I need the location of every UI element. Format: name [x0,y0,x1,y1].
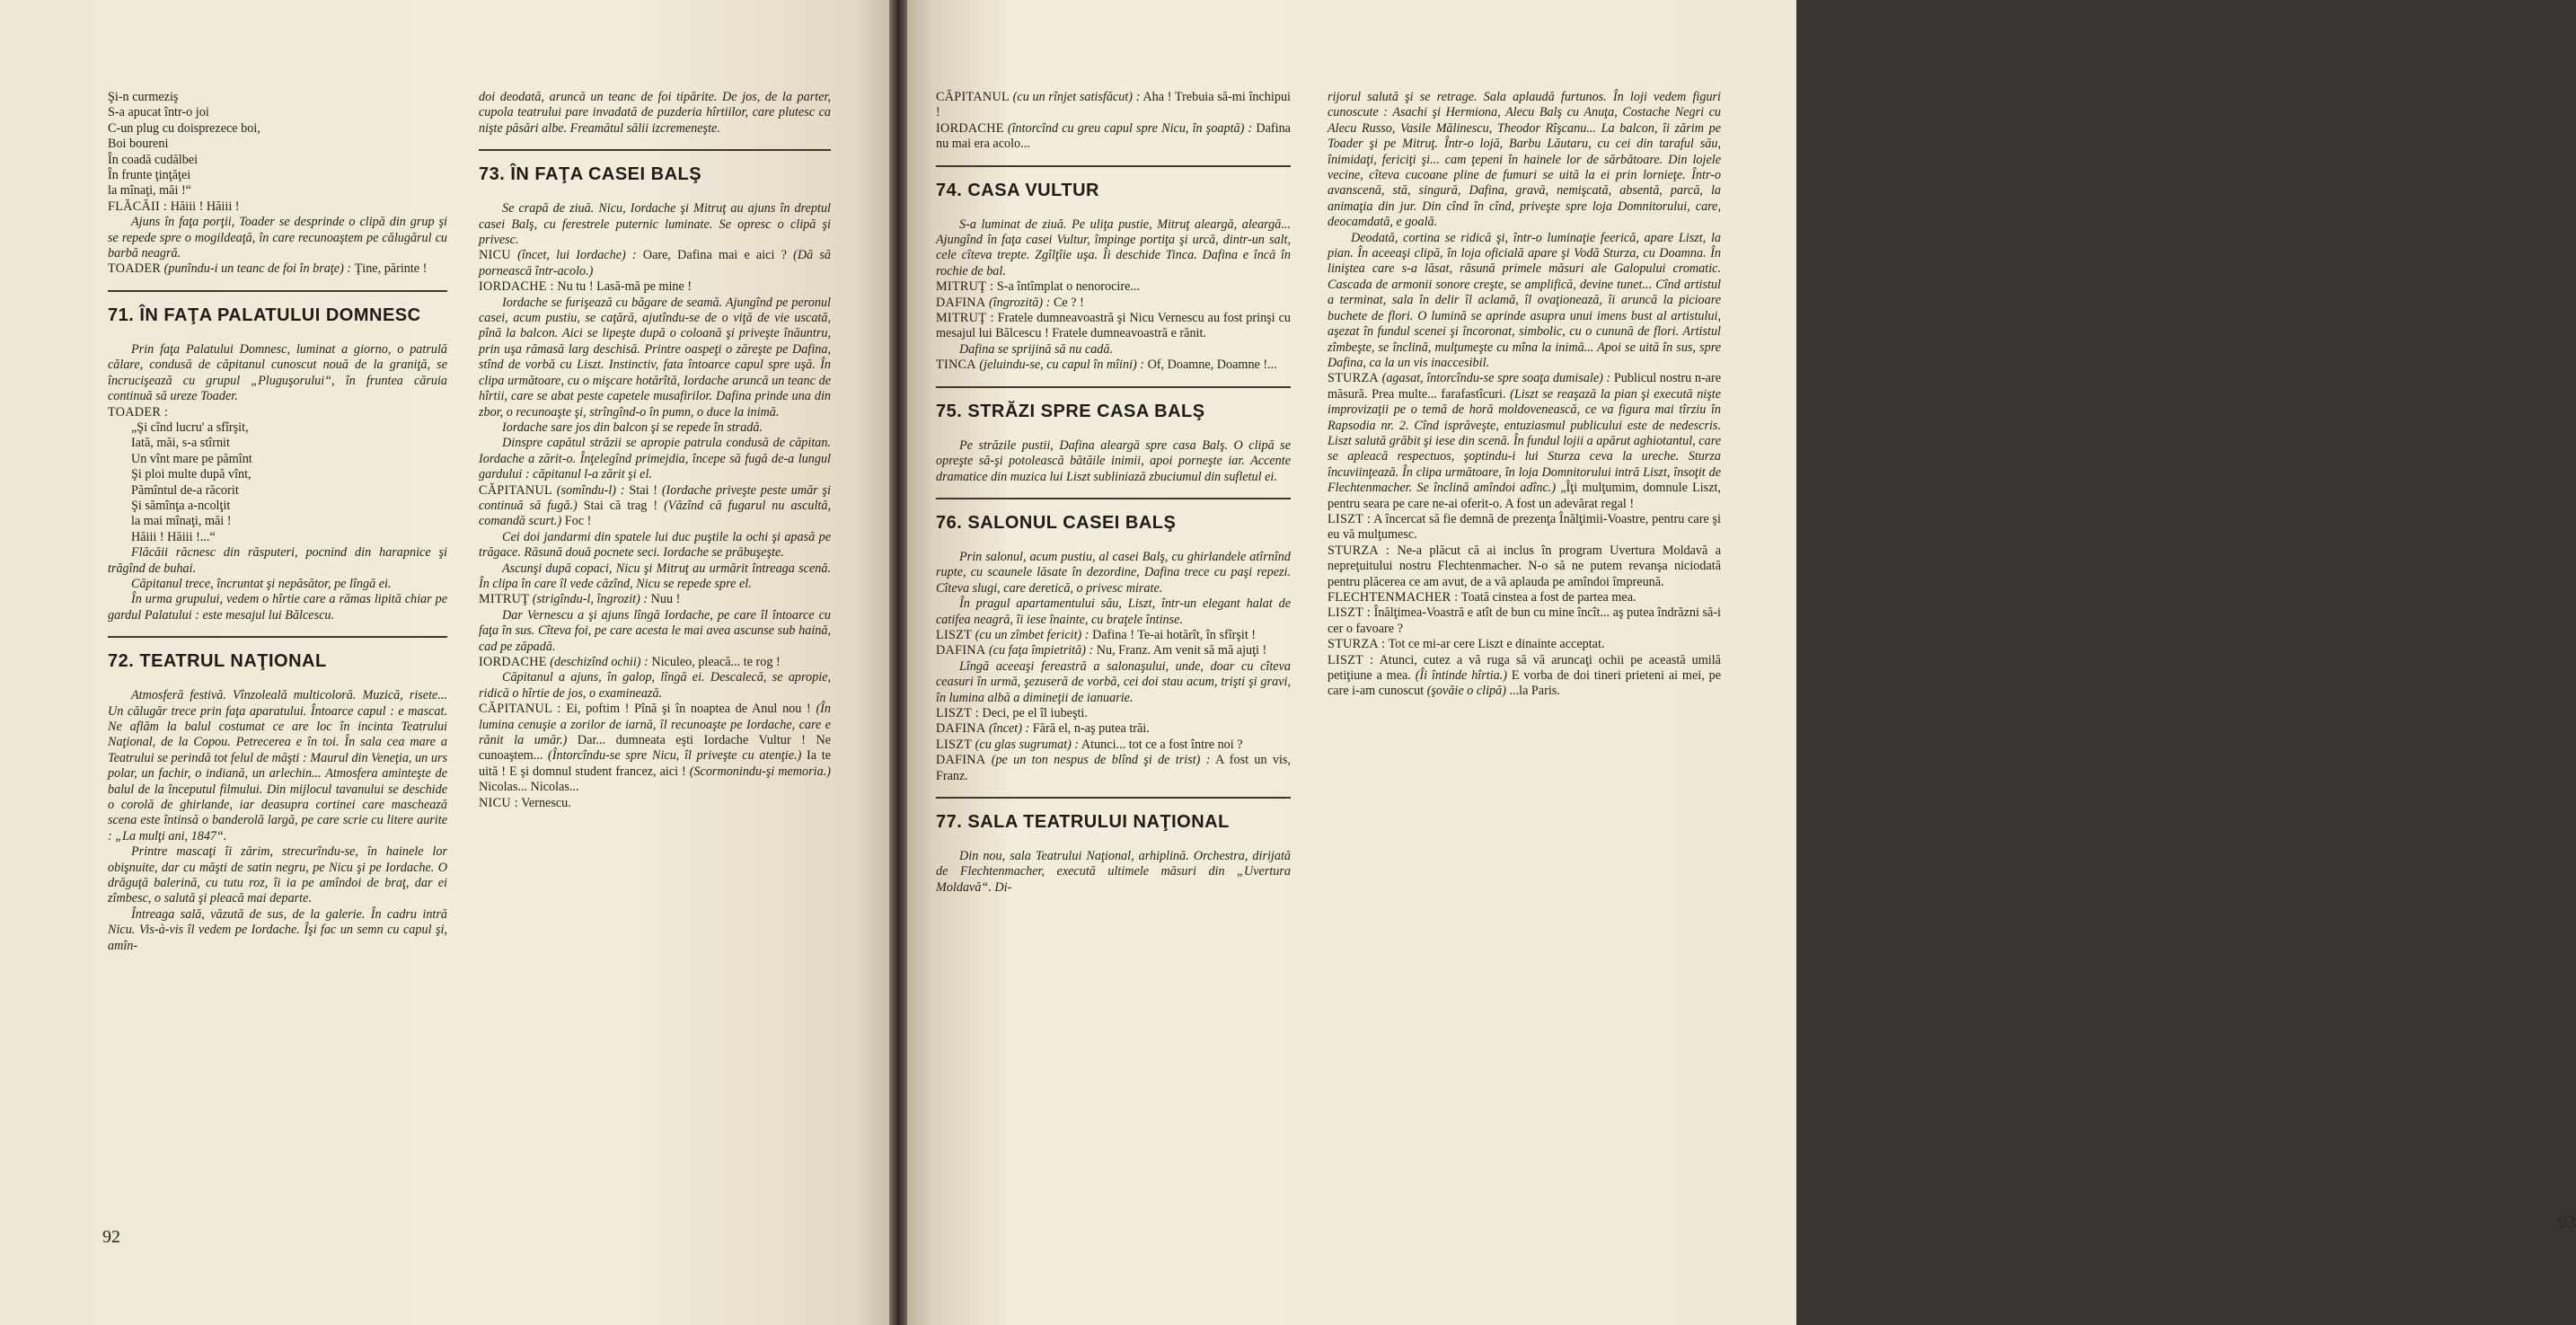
dialogue-line [936,721,1291,737]
dialogue-line [479,279,831,295]
scene-heading: 75. STRĂZI SPRE CASA BALŞ [936,401,1205,421]
speaker: IORDACHE [479,655,547,669]
verse-line: Iată, măi, s-a stîrnit [131,436,230,451]
stage-direction: Lîngă aceeaşi fereastră a salonaşului, unde, doar cu cîteva ceasuri în urmă, şezuseră de vorbă, cei doi stau acum, trişti şi gravi, în lumina albă a dimineţii de ianuarie. [936,658,1291,705]
book-gutter [889,0,907,1325]
speech: Tot ce mi-ar cere Liszt e dinainte acceptat. [1385,637,1605,652]
dialogue-line [1328,512,1721,543]
section-divider [936,498,1291,499]
verse-line: Şi ploi multe după vînt, [131,467,251,482]
speech: Dafina nu mai era acolo... [936,120,1291,152]
speaker: TOADER : [108,404,169,420]
speech: Dafina ! Te-ai hotărît, în sfîrşit ! [1089,627,1257,642]
dialogue-line [936,643,1291,658]
dialogue-line [936,706,1291,721]
scene-heading: 71. ÎN FAŢA PALATULUI DOMNESC [108,305,421,325]
stage-direction: S-a luminat de ziuă. Pe uliţa pustie, Mitruţ aleargă, aleargă... Ajungînd în faţa casei Vultur, împinge portiţa şi urcă, dintr-un salt, cele cîteva trepte. Zgîlţîie uşa. Îi deschide Tinca. Dafina e încă în rochie de bal. [936,216,1291,278]
speech: „Îţi mulţumim, domnule Liszt, pentru seara pe care ne-ai oferit-o. A fost un adevărat regal ! [1328,481,1721,511]
speaker: LISZT : [1328,605,1371,621]
speaker: STURZA : [1328,637,1386,652]
scene-heading: 76. SALONUL CASEI BALŞ [936,512,1177,533]
dialogue-line [479,248,831,279]
speech: Nu, Franz. Am venit să mă ajuţi ! [1093,643,1267,658]
dialogue-line [479,655,831,670]
verse-line: la mai mînaţi, măi ! [131,514,232,529]
stage-direction: Pe străzile pustii, Dafina aleargă spre casa Balş. O clipă se opreşte să-şi potolească bătăile inimii, apoi porneşte iar. Accente dramatice din muzica lui Liszt subliniază zbuciumul din sufletul ei. [936,437,1291,484]
speech: Fără el, n-aş putea trăi. [1029,721,1150,737]
dialogue-line [936,279,1291,295]
verse-line: „Şi cînd lucru' a sfîrşit, [131,420,249,435]
page-number: 93 [2558,1213,2576,1232]
dialogue-line [1328,653,1721,700]
speech: ...la Paris. [1505,684,1560,699]
stage-direction: Căpitanul a ajuns, în galop, lîngă ei. Descalecă, se apropie, ridică o hîrtie de jos, o examinează. [479,670,831,701]
section-divider [936,797,1291,799]
stage-direction-inline: (cu faţa împietrită) : [985,643,1094,658]
stage-direction: Dinspre capătul străzii se apropie patrula condusă de căpitan. Iordache a zărit-o. Înţelegînd primejdia, începe să fugă de-a lungul gardului : căpitanul l-a zărit şi el. [479,436,831,482]
dialogue-line [936,358,1291,373]
dialogue-line [936,296,1291,311]
speaker: MITRUŢ [479,592,530,607]
stage-direction-inline: (Îi întinde hîrtia.) [1415,668,1508,684]
speaker: LISZT : [1328,511,1372,526]
speech: A fost un vis, Franz. [936,753,1291,783]
stage-direction-inline: (pe un ton nespus de blînd şi de trist) : [985,753,1211,768]
speech: Hăiii ! Hăiii ! [167,199,240,214]
speaker: CĂPITANUL : [479,702,561,717]
verse-line: Un vînt mare pe pămînt [131,451,252,466]
speech: A încercat să fie demnă de prezenţa Înălţimii-Voastre, pentru care şi eu vă mulţumesc. [1328,511,1721,543]
dialogue-line [108,405,447,420]
stage-direction: Deodată, cortina se ridică şi, într-o luminaţie feerică, apare Liszt, la pian. În aceeaşi clipă, în loja oficială apare şi Vodă Sturza, cu Doamna. În liniştea care s-a lăsat, răsună primele măsuri ale Galopului cromatic. Cascada de armonii sonore creşte, se amplifică, devine tunet... Cînd artistul a terminat, sala în delir îl aclamă, îl ovaţionează, îi aruncă la picioare buchete de flori. O lumină se aprinde asupra unui imens bust al artistului, aşezat în fundul scenei şi încoronat, simbolic, cu o cunună de flori. Artistul zîmbeşte, se înclină, mulţumeşte cu mîna la inimă... Apoi se uită în sus, spre Dafina, ca la un vis inaccesibil. [1328,230,1721,370]
verse-line: S-a apucat într-o joi [108,105,209,120]
speech: Toată cinstea a fost de partea mea. [1458,590,1636,605]
stage-direction: rijorul salută şi se retrage. Sala aplaudă furtunos. În loji vedem figuri cunoscute : Asachi şi Hermiona, Alecu Balş cu Anuţa, Costache Negri cu Alecu Russo, Vasile Mălinescu, Theodor Rîşcanu... La balcon, îi zărim pe Toader şi pe Mitruţ. Într-o lojă, Barbu Lăutaru, cu cei din taraful său, înimidaţi, fericiţi şi... cam ţepeni în hainele lor de sărbătoare. Din lojele vecine, cîteva cucoane pline de fumuri se uită la ei prin lornieţe. Într-o avanscenă, stă, singură, Dafina, gravă, nemişcată, absentă, parcă, la animaţia din jur. Din cînd în cînd, priveşte spre loja Domnitorului, care, deocamdată, e goală. [1328,90,1721,230]
speech: Fratele dumneavoastră şi Nicu Vernescu au fost prinşi cu mesajul lui Bălcescu ! Fratele dumneavoastră e rănit. [936,311,1291,341]
stage-direction-inline: (Iordache priveşte peste umăr şi continuă să fugă.) [479,482,831,513]
speech: Deci, pe el îl iubeşti. [978,705,1088,720]
scene-heading: 77. SALA TEATRULUI NAŢIONAL [936,812,1230,832]
speaker: TOADER [108,261,162,277]
section-divider [936,165,1291,167]
speech: Aha ! Trebuia să-mi închipui ! [936,90,1291,120]
speech: Nuu ! [648,592,681,607]
verse-line: la mînaţi, măi !“ [108,183,191,199]
stage-direction: Se crapă de ziuă. Nicu, Iordache şi Mitruţ au ajuns în dreptul casei Balş, cu ferestrele puternic luminate. Se opresc o clipă şi privesc. [479,201,831,248]
speaker: FLECHTENMACHER : [1328,590,1459,605]
verse-line: C-un plug cu doisprezece boi, [108,120,260,136]
speaker: IORDACHE [936,120,1004,136]
stage-direction: Iordache se furişează cu băgare de seamă. Ajungînd pe peronul casei, acum pustiu, se caţără, ajutîndu-se de o viţă de vie uscată, pînă la balcon. Aici se lipeşte după o coloană şi priveşte înăuntru, prin uşa rămasă larg deschisă. Printre oaspeţi o zăreşte pe Dafina, stînd de vorbă cu Liszt. Instinctiv, fata întoarce capul spre uşă. În clipa următoare, cu o mişcare hotărîtă, Iordache aruncă un teanc de hîrtii, care se abat peste capetele musafirilor. Dafina prinde una din zbor, o recunoaşte şi, strîngînd-o în pumn, o duce la inimă. [479,295,831,420]
dialogue-line [936,90,1291,121]
speaker: IORDACHE : [479,279,554,295]
speech: E vorba de doi tineri prieteni ai mei, pe care i-am cunoscut [1328,668,1721,699]
speech: Înălţimea-Voastră e atît de bun cu mine încît... aş putea îndrăzni să-i cer o favoare ? [1328,605,1721,636]
speech: Publicul nostru n-are măsură. Prea multe... farafastîcuri. [1328,371,1721,402]
speaker: LISZT : [1328,652,1374,667]
dialogue-line [479,796,831,811]
speaker: DAFINA [936,753,986,768]
stage-direction-inline: (deschizînd ochii) : [546,655,648,669]
speech: Ne-a plăcut că ai inclus în program Uvertura Moldavă a nepreţuitului nostru Flechtenmacher. N-o să ne putem revanşa niciodată pentru plăcerea ce am avut, de a vă aplauda pe amîndoi împreună. [1328,543,1721,589]
stage-direction-inline: (agasat, întorcîndu-se spre soaţa dumisale) : [1378,371,1611,386]
stage-direction: Căpitanul trece, încruntat şi nepăsător, pe lîngă ei. [131,576,392,591]
speech: Ţine, părinte ! [351,261,428,277]
dialogue-line [936,121,1291,153]
speaker: DAFINA [936,295,986,310]
section-divider [108,290,447,292]
stage-direction: Prin faţa Palatului Domnesc, luminat a giorno, o patrulă călare, condusă de căpitanul cunoscut nouă de la graniţă, se încrucişează cu grupul „Pluguşorului“, în fruntea căruia continuă să ureze Toader. [108,341,447,404]
stage-direction: Dar Vernescu a şi ajuns lîngă Iordache, pe care îl întoarce cu faţa în sus. Cîteva foi, pe care acesta le mai avea ascunse sub haină, cad pe zăpadă. [479,607,831,654]
speech: Oare, Dafina mai e aici ? [636,248,794,263]
speech: Nu tu ! Lasă-mă pe mine ! [553,279,693,295]
stage-direction-inline: (întorcînd cu greu capul spre Nicu, în şoaptă) : [1003,120,1253,136]
page-number: 92 [102,1227,120,1247]
right-page [907,0,2576,1325]
speech: Foc ! [561,514,592,529]
stage-direction: Ajuns în faţa porţii, Toader se desprinde o clipă din grup şi se repede spre o mogildeaţă, în care recunoaştem pe călugărul cu barbă neagră. [108,215,447,261]
stage-direction-inline: (Liszt se reaşază la pian şi execută nişte improvizaţii pe o temă de horă moldovenească, ce va figura mai tîrziu în Rapsodia nr. 2. Cînd isprăveşte, entuziasmul publicului este de nedescris. Liszt salută grăbit şi iese din scenă. În fundul lojii a apărut aghiotantul, care se apleacă respectuos, şoptindu-i lui Sturza ceva la ureche. Sturza încuviinţează. În clipa următoare, în loja Domnitorului intră Liszt, însoţit de Flechtenmacher. Se înclină amîndoi adînc.) [1328,386,1721,496]
speaker: CĂPITANUL [479,482,552,498]
left-page [0,0,889,1325]
verse-line: Pămîntul de-a răcorit [131,482,239,498]
dialogue-line [936,738,1291,753]
speech: Of, Doamne, Doamne !... [1144,358,1277,373]
dialogue-line [936,628,1291,643]
speaker: STURZA : [1328,543,1390,558]
stage-direction-inline: (încet) : [985,721,1030,737]
stage-direction-inline: (cu glas sugrumat) : [972,737,1080,752]
stage-direction-inline: (Văzînd că fugarul nu ascultă, comandă scurt.) [479,498,831,529]
stage-direction: În urma grupului, vedem o hîrtie care a rămas lipită chiar pe gardul Palatului : este mesajul lui Bălcescu. [108,592,447,623]
speaker: MITRUŢ : [936,279,994,295]
stage-direction: Flăcăii răcnesc din răsputeri, pocnind din harapnice şi trăgînd de buhai. [108,545,447,576]
speaker: DAFINA [936,721,986,737]
speaker: TINCA [936,358,976,373]
stage-direction: Atmosferă festivă. Vînzoleală multicoloră. Muzică, risete... Un călugăr trece prin faţa aparatului. Întoarce capul : e mascat. Ne aflăm la balul costumat ce are loc în incinta Teatrului Naţional, de la Copou. Petrecerea e în toi. În sala cea mare a Teatrului se perindă tot felul de măşti : Maurul din Veneţia, un urs polar, un fachir, o indiană, un arlechin... Atmosfera aminteşte de balul de la începutul filmului. Din mijlocul tavanului se deschide o corolă de ghirlande, iar deasupra cortinei care maschează scena este întinsă o banderolă largă, pe care scrie cu litere aurite : „La mulţi ani, 1847“. [108,688,447,844]
speech: Ia te uită ! E şi domnul student francez, aici ! [479,748,831,779]
dialogue-line [479,592,831,607]
dialogue-line [1328,590,1721,605]
stage-direction: Prin salonul, acum pustiu, al casei Balş, cu ghirlandele atîrnînd rupte, cu scaunele lăsate în dezordine, Dafina trece cu paşi repezi. Cîteva slugi, care deretică, o privesc mirate. [936,549,1291,596]
stage-direction: Cei doi jandarmi din spatele lui duc puştile la ochi şi apasă pe trăgace. Răsună două pocnete seci. Iordache se prăbuşeşte. [479,529,831,561]
verse-block [108,420,447,545]
scene-heading: 74. CASA VULTUR [936,180,1099,200]
stage-direction: Întreaga sală, văzută de sus, de la galerie. În cadru intră Nicu. Vis-à-vis îl vedem pe Iordache. Îşi fac un semn cu capul şi, amîn- [108,906,447,953]
stage-direction-inline: (Scormonindu-şi memoria.) [689,764,831,779]
scene-heading: 72. TEATRUL NAŢIONAL [108,651,327,672]
dialogue-line [1328,637,1721,652]
speech: Stai ! [624,482,662,498]
stage-direction: Printre mascaţi îi zărim, strecurîndu-se, în hainele lor obişnuite, dar cu măşti de satin negru, pe Nicu şi pe Iordache. O drăguţă balerină, cu tutu roz, îi ia pe amîndoi de braţ, dar ei zîmbesc, o salută şi pleacă mai departe. [108,844,447,906]
verse-line: Şi sămînţa a-ncolţit [131,498,231,513]
scene-heading: 73. ÎN FAŢA CASEI BALŞ [479,164,702,185]
stage-direction-inline: (îngrozită) : [985,295,1051,310]
section-divider [108,636,447,638]
speaker: LISZT : [936,705,979,720]
stage-direction-inline: (strigîndu-l, îngrozit) : [529,592,648,607]
verse-line: Hăiii ! Hăiii !...“ [131,529,216,544]
stage-direction: Din nou, sala Teatrului Naţional, arhiplină. Orchestra, dirijată de Flechtenmacher, execută ultimele măsuri din „Uvertura Moldavă“. Di- [936,849,1291,895]
dialogue-line [1328,371,1721,512]
right-column-2 [1328,90,1721,700]
stage-direction-inline: (Dă să pornească într-acolo.) [479,248,831,278]
section-divider [479,149,831,151]
stage-direction-inline: (jeluindu-se, cu capul în mîini) : [975,358,1145,373]
speech: Atunci... tot ce a fost între noi ? [1079,737,1243,752]
stage-direction: Iordache sare jos din balcon şi se repede în stradă. [502,420,763,435]
speech: Nicolas... Nicolas... [479,780,579,795]
dialogue-line [108,261,447,277]
verse-line: Şi-n curmeziş [108,90,179,104]
stage-direction: În pragul apartamentului său, Liszt, într-un elegant halat de catifea neagră, îi iese înainte, cu braţele întinse. [936,596,1291,627]
speech: Dar... dumneata eşti Iordache Vultur ! Ne cunoaştem... [479,733,831,764]
stage-direction-inline: (punîndu-i un teanc de foi în braţe) : [161,261,352,277]
dialogue-line [479,483,831,530]
verse-line: Boi boureni [108,137,169,152]
stage-direction: Dafina se sprijină să nu cadă. [959,341,1114,357]
dialogue-line [1328,605,1721,637]
speech: Niculeo, pleacă... te rog ! [648,655,781,669]
speaker: STURZA [1328,371,1379,386]
dialogue-line [936,753,1291,784]
stage-direction-inline: (În lumina cenuşie a zorilor de iarnă, îl recunoaşte pe Iordache, care e rănit la umăr.) [479,702,831,748]
speech: Vernescu. [517,795,571,810]
speech: S-a întîmplat o nenorocire... [993,279,1141,295]
speaker: NICU : [479,795,518,810]
speech: Ce ? ! [1050,295,1084,310]
verse-block [108,90,447,199]
stage-direction-inline: (somîndu-l) : [551,482,625,498]
speaker: NICU [479,248,511,263]
speaker: FLĂCĂII : [108,199,168,214]
speech: Stai că trag ! [577,498,665,513]
left-column-1 [108,90,447,954]
stage-direction: Ascunşi după copaci, Nicu şi Mitruţ au urmărit întreaga scenă. În clipa în care îl vede căzînd, Nicu se repede spre el. [479,561,831,591]
dialogue-line [108,199,447,215]
dialogue-line [936,311,1291,342]
stage-direction-inline: (cu un zîmbet fericit) : [972,627,1090,642]
speech: Atunci, cutez a vă ruga să vă aruncaţi ochii pe această umilă petiţiune a mea. [1328,652,1721,684]
dialogue-line [1328,543,1721,590]
stage-direction-inline: (încet, lui Iordache) : [510,248,637,263]
section-divider [936,386,1291,388]
speaker: CĂPITANUL [936,90,1010,104]
right-column-1 [936,90,1291,896]
speaker: DAFINA [936,643,986,658]
speaker: LISZT [936,737,973,752]
speech: Ei, poftim ! Pînă şi în noaptea de Anul nou ! [560,702,816,717]
stage-direction: doi deodată, aruncă un teanc de foi tipărite. De jos, de la parter, cupola teatrului pare invadată de puzderia hîrtiilor, care plutesc ca nişte păsări albe. Freamătul sălii izcremeneşte. [479,90,831,136]
stage-direction-inline: (Întorcîndu-se spre Nicu, îl priveşte cu atenţie.) [548,748,802,764]
stage-direction-inline: (şovăie o clipă) [1426,684,1506,699]
verse-line: În coadă cudălbei [108,152,198,167]
speaker: LISZT [936,627,973,642]
dialogue-line [479,702,831,795]
verse-line: În frunte ţinţăţei [108,168,191,183]
speaker: MITRUŢ : [936,311,994,326]
left-column-2 [479,90,831,811]
stage-direction-inline: (cu un rînjet satisfăcut) : [1009,90,1141,104]
